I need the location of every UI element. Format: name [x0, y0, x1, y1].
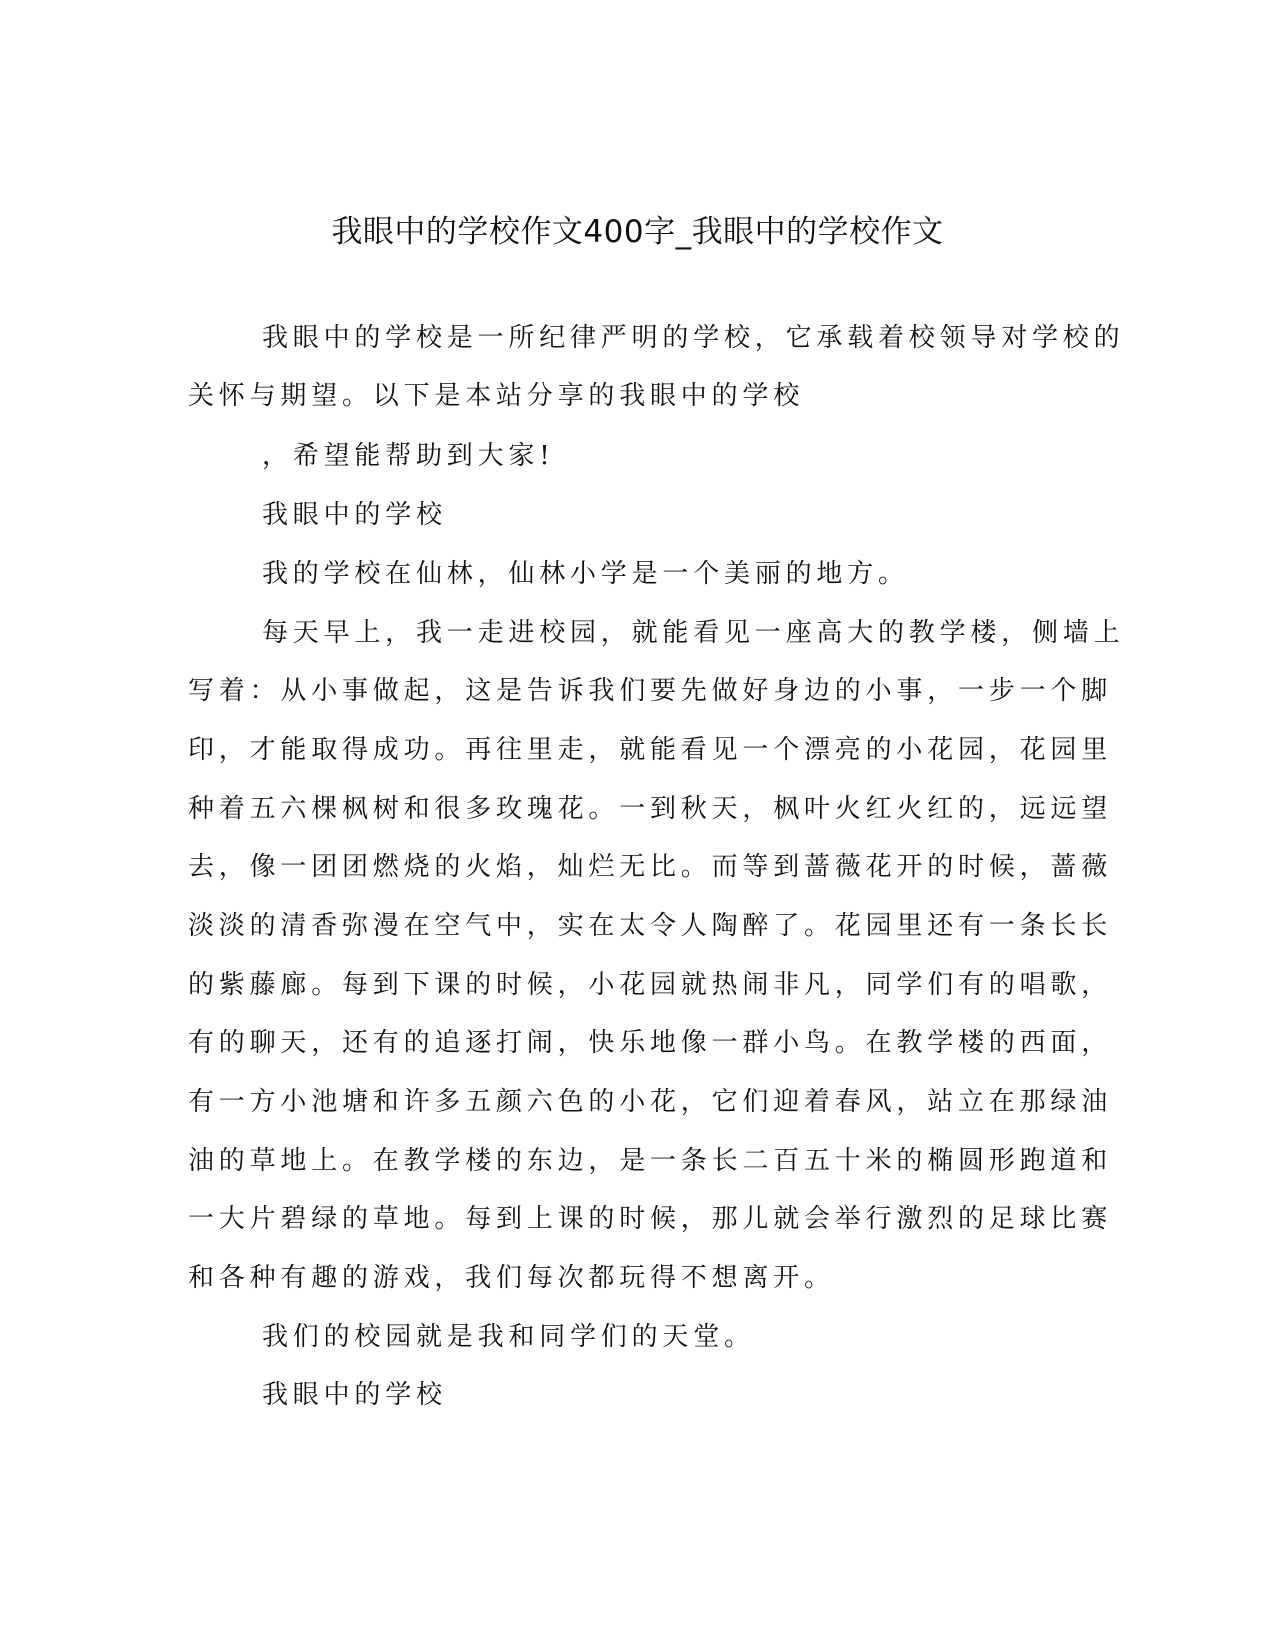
text-line-1: 我眼中的学校是一所纪律严明的学校，它承载着校领导对学校的 — [262, 323, 1125, 353]
text-line-19: 我眼中的学校 — [262, 1380, 447, 1410]
text-line-12: 的紫藤廊。每到下课的时候，小花园就热闹非凡，同学们有的唱歌， — [188, 970, 1113, 1000]
text-line-8: 印，才能取得成功。再往里走，就能看见一个漂亮的小花园，花园里 — [188, 735, 1113, 765]
text-line-11: 淡淡的清香弥漫在空气中，实在太令人陶醉了。花园里还有一条长长 — [188, 911, 1113, 941]
text-line-3: ，希望能帮助到大家! — [262, 441, 555, 471]
text-line-2: 关怀与期望。以下是本站分享的我眼中的学校 — [188, 381, 805, 411]
text-line-16: 一大片碧绿的草地。每到上课的时候，那儿就会举行激烈的足球比赛 — [188, 1204, 1113, 1234]
text-line-7: 写着：从小事做起，这是告诉我们要先做好身边的小事，一步一个脚 — [188, 676, 1113, 706]
text-line-10: 去，像一团团燃烧的火焰，灿烂无比。而等到蔷薇花开的时候，蔷薇 — [188, 852, 1113, 882]
text-line-4: 我眼中的学校 — [262, 500, 447, 530]
text-line-9: 种着五六棵枫树和很多玫瑰花。一到秋天，枫叶火红火红的，远远望 — [188, 794, 1113, 824]
text-line-17: 和各种有趣的游戏，我们每次都玩得不想离开。 — [188, 1263, 835, 1293]
document-title: 我眼中的学校作文400字_我眼中的学校作文 — [331, 214, 944, 250]
text-line-15: 油的草地上。在教学楼的东边，是一条长二百五十米的椭圆形跑道和 — [188, 1146, 1113, 1176]
text-line-6: 每天早上，我一走进校园，就能看见一座高大的教学楼，侧墙上 — [262, 618, 1125, 648]
text-line-5: 我的学校在仙林，仙林小学是一个美丽的地方。 — [262, 559, 909, 589]
text-line-13: 有的聊天，还有的追逐打闹，快乐地像一群小鸟。在教学楼的西面， — [188, 1028, 1113, 1058]
text-line-14: 有一方小池塘和许多五颜六色的小花，它们迎着春风，站立在那绿油 — [188, 1087, 1113, 1117]
text-line-18: 我们的校园就是我和同学们的天堂。 — [262, 1322, 755, 1352]
